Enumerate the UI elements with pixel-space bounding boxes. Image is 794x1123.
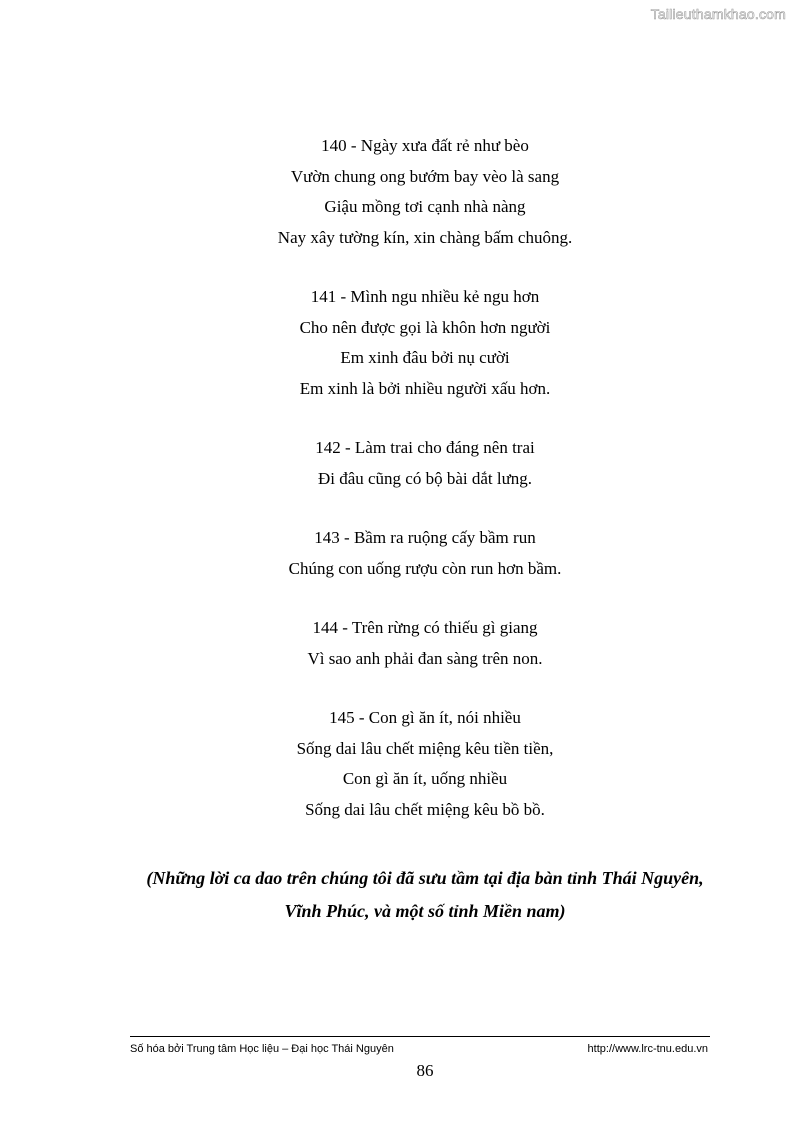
poem-list (0, 131, 794, 854)
poem-line: 145 - Con gì ăn ít, nói nhiều (329, 708, 521, 727)
stanza (0, 703, 794, 825)
poem-line: Con gì ăn ít, uống nhiều (342, 769, 508, 788)
poem-line: Vì sao anh phải đan sàng trên non. (307, 648, 543, 668)
poem-line: 144 - Trên rừng có thiếu gì giang (312, 618, 538, 637)
footer-url: http://www.lrc-tnu.edu.vn (587, 1043, 708, 1055)
source-note (130, 862, 720, 928)
poem-line: Cho nên được gọi là khôn hơn người (299, 317, 551, 337)
poem-line: 141 - Mình ngu nhiều kẻ ngu hơn (310, 287, 540, 306)
poem-line: Vườn chung ong bướm bay vèo là sang (290, 166, 560, 186)
poem-line: Chúng con uống rượu còn run hơn bầm. (288, 558, 562, 578)
poem-line: Sống dai lâu chết miệng kêu tiền tiền, (296, 738, 554, 758)
footer-credit: Số hóa bởi Trung tâm Học liệu – Đại học Thái Nguyên (130, 1043, 394, 1055)
poem-line: 142 - Làm trai cho đáng nên trai (315, 438, 535, 457)
stanza (0, 282, 794, 404)
footer-divider (130, 1036, 710, 1037)
stanza (0, 613, 794, 674)
source-note-line: (Những lời ca dao trên chúng tôi đã sưu tầm tại địa bàn tỉnh Thái Nguyên, (146, 868, 704, 888)
poem-line: Sống dai lâu chết miệng kêu bồ bồ. (305, 799, 545, 819)
stanza (0, 433, 794, 494)
watermark-text: Tailieuthamkhao.com (650, 6, 786, 22)
stanza (0, 131, 794, 253)
poem-line: Em xinh đâu bởi nụ cười (340, 348, 510, 367)
poem-line: Giậu mồng tơi cạnh nhà nàng (324, 197, 526, 216)
stanza (0, 523, 794, 584)
poem-line: Đi đâu cũng có bộ bài dắt lưng. (317, 468, 533, 488)
source-note-line: Vĩnh Phúc, và một số tỉnh Miền nam) (284, 901, 566, 921)
poem-line: 140 - Ngày xưa đất rẻ như bèo (321, 136, 529, 155)
page-number: 86 (416, 1061, 434, 1080)
poem-line: Nay xây tường kín, xin chàng bấm chuông. (277, 227, 573, 247)
poem-line: 143 - Bầm ra ruộng cấy bầm run (314, 528, 536, 547)
poem-line: Em xinh là bởi nhiều người xấu hơn. (299, 378, 551, 398)
